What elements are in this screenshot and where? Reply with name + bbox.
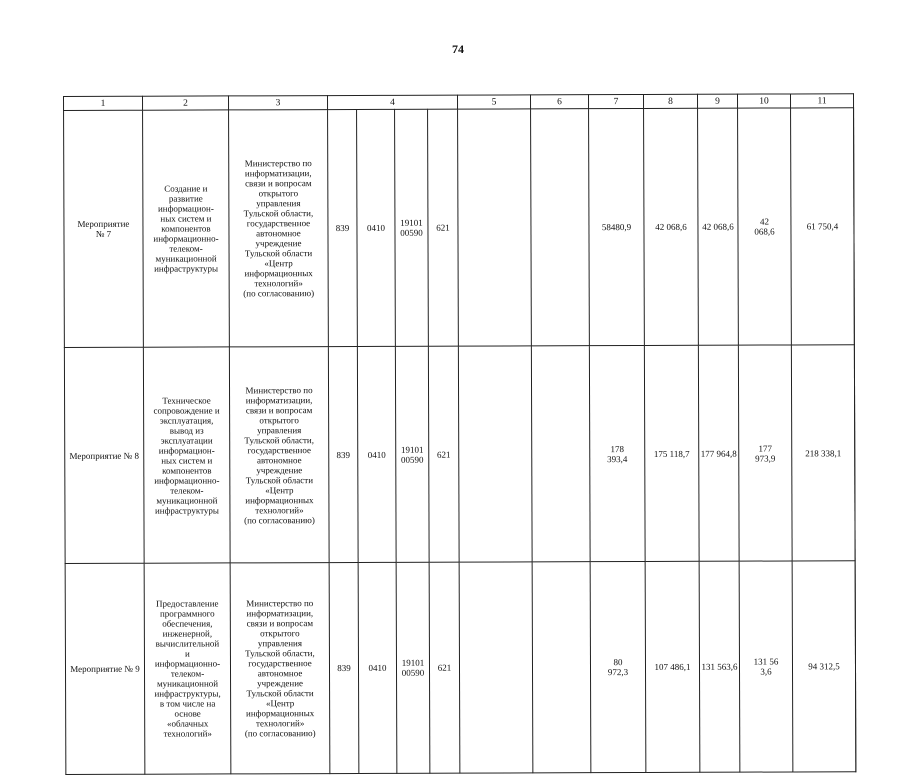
col-8: 175 118,7 bbox=[644, 345, 699, 561]
col-5 bbox=[459, 562, 533, 773]
budget-table bbox=[63, 93, 856, 775]
code-section: 0410 bbox=[357, 346, 396, 562]
col-9: 177 964,8 bbox=[698, 345, 739, 561]
page-number: 74 bbox=[452, 42, 464, 56]
header-cell: 3 bbox=[229, 96, 328, 110]
code-expense-type: 621 bbox=[428, 109, 459, 346]
executor: Министерство по информатизации, связи и вопросам открытого управления Тульской области, государственное автономное учреждение Тульской области «Центр информационных технологий» (по согласованию) bbox=[229, 110, 329, 347]
code-grbs: 839 bbox=[329, 562, 359, 773]
executor: Министерство по информатизации, связи и вопросам открытого управления Тульской области, государственное автономное учреждение Тульской области «Центр информационных технологий» (по согласованию) bbox=[230, 563, 330, 774]
col-7: 80 972,3 bbox=[590, 561, 646, 772]
header-cell: 9 bbox=[697, 94, 737, 108]
table-row bbox=[64, 345, 855, 564]
col-10: 42 068,6 bbox=[738, 108, 792, 345]
table-row bbox=[64, 108, 855, 348]
col-7: 58480,9 bbox=[589, 108, 645, 345]
code-section: 0410 bbox=[358, 562, 397, 773]
col-8: 107 486,1 bbox=[645, 561, 700, 772]
col-6 bbox=[532, 562, 591, 773]
measure-name: Мероприятие № 7 bbox=[64, 110, 144, 347]
table-row bbox=[65, 561, 856, 775]
code-expense-type: 621 bbox=[429, 562, 460, 773]
header-cell: 8 bbox=[643, 94, 697, 108]
code-grbs: 839 bbox=[328, 109, 358, 346]
code-grbs: 839 bbox=[328, 346, 358, 562]
col-6 bbox=[531, 346, 590, 562]
measure-description: Техническое сопровождение и эксплуатация, вывод из эксплуатации информацион- ных систем и компонентов информационно- телеком- муникационной инфраструктуры bbox=[143, 347, 230, 563]
measure-description: Предоставление программного обеспечения, инженерной, вычислительной и информационно- телеком- муникационной инфраструктуры, в том числе на основе «облачных технологий» bbox=[144, 563, 231, 774]
code-target: 19101 00590 bbox=[395, 109, 429, 346]
measure-description: Создание и развитие информацион- ных систем и компонентов информационно- телеком- муникационной инфраструктуры bbox=[143, 110, 230, 347]
header-cell: 4 bbox=[328, 95, 458, 109]
header-cell: 7 bbox=[588, 94, 643, 108]
col-10: 131 56 3,6 bbox=[739, 561, 793, 772]
header-cell: 6 bbox=[530, 95, 588, 109]
header-cell: 1 bbox=[64, 96, 143, 110]
code-target: 19101 00590 bbox=[395, 346, 429, 562]
code-target: 19101 00590 bbox=[396, 562, 430, 773]
col-9: 42 068,6 bbox=[698, 108, 739, 345]
measure-name: Мероприятие № 8 bbox=[64, 347, 144, 563]
col-5 bbox=[458, 346, 532, 562]
header-cell: 10 bbox=[737, 94, 790, 108]
col-10: 177 973,9 bbox=[738, 345, 792, 561]
col-5 bbox=[458, 109, 532, 346]
col-8: 42 068,6 bbox=[644, 108, 699, 345]
col-11: 94 312,5 bbox=[792, 561, 856, 772]
header-cell: 5 bbox=[457, 95, 530, 109]
executor: Министерство по информатизации, связи и вопросам открытого управления Тульской области, государственное автономное учреждение Тульской области «Центр информационных технологий» (по согласованию) bbox=[229, 347, 329, 563]
col-7: 178 393,4 bbox=[589, 345, 645, 561]
col-6 bbox=[531, 109, 590, 346]
col-9: 131 563,6 bbox=[699, 561, 740, 772]
col-11: 61 750,4 bbox=[791, 108, 855, 345]
header-cell: 11 bbox=[790, 94, 853, 108]
code-section: 0410 bbox=[357, 109, 396, 346]
col-11: 218 338,1 bbox=[791, 345, 855, 561]
measure-name: Мероприятие № 9 bbox=[65, 563, 145, 774]
code-expense-type: 621 bbox=[428, 346, 459, 562]
header-cell: 2 bbox=[143, 96, 229, 110]
